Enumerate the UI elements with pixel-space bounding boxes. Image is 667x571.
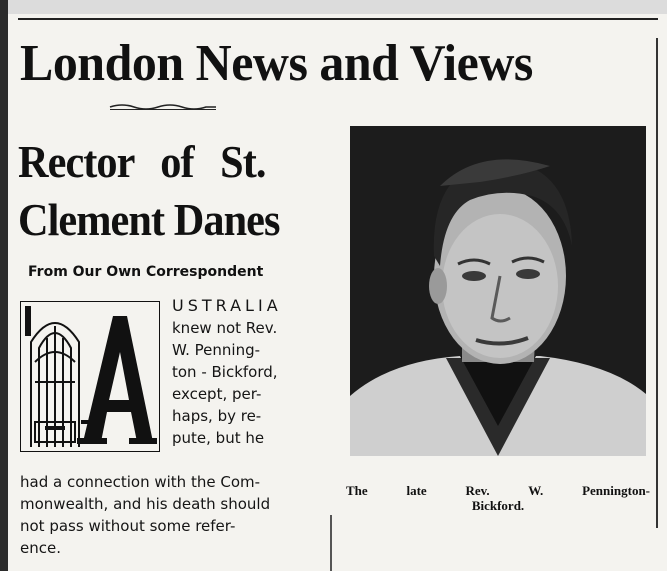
decorative-dropcap-illustration <box>20 301 160 452</box>
photo-caption <box>346 483 650 513</box>
caption-line-2: Bickford. <box>471 498 525 513</box>
body-line: not pass without some refer- <box>20 517 236 535</box>
scan-left-edge <box>0 0 8 571</box>
body-line: had a connection with the Com- <box>20 473 261 491</box>
body-line: knew not Rev. <box>172 319 278 337</box>
body-line: monwealth, and his death should <box>20 495 271 513</box>
column-rule-middle <box>330 515 332 571</box>
body-line: haps, by re- <box>172 407 262 425</box>
body-line: except, per- <box>172 385 262 403</box>
article-byline: From Our Own Correspondent <box>28 264 264 280</box>
section-masthead: London News and Views <box>20 35 533 92</box>
ornament-divider <box>108 103 218 111</box>
body-line: W. Penning- <box>172 341 261 359</box>
caption-line-1: The late Rev. W. Pennington- <box>346 483 650 498</box>
top-rule <box>18 18 658 20</box>
body-line: ton - Bickford, <box>172 363 278 381</box>
article-headline <box>18 133 309 249</box>
column-rule-right <box>656 38 658 528</box>
body-line: USTRALIA <box>172 296 282 315</box>
headline-line-1: Rector of St. <box>18 137 266 187</box>
article-body-paragraph <box>20 471 328 559</box>
portrait-image <box>350 126 646 456</box>
portrait-photo <box>350 126 646 456</box>
body-line: ence. <box>20 539 61 557</box>
headline-line-2: Clement Danes <box>18 195 280 245</box>
scan-top-margin <box>0 0 667 14</box>
dropcap-letter <box>100 340 101 342</box>
body-line: pute, but he <box>172 429 265 447</box>
article-body-column-top <box>172 295 326 449</box>
